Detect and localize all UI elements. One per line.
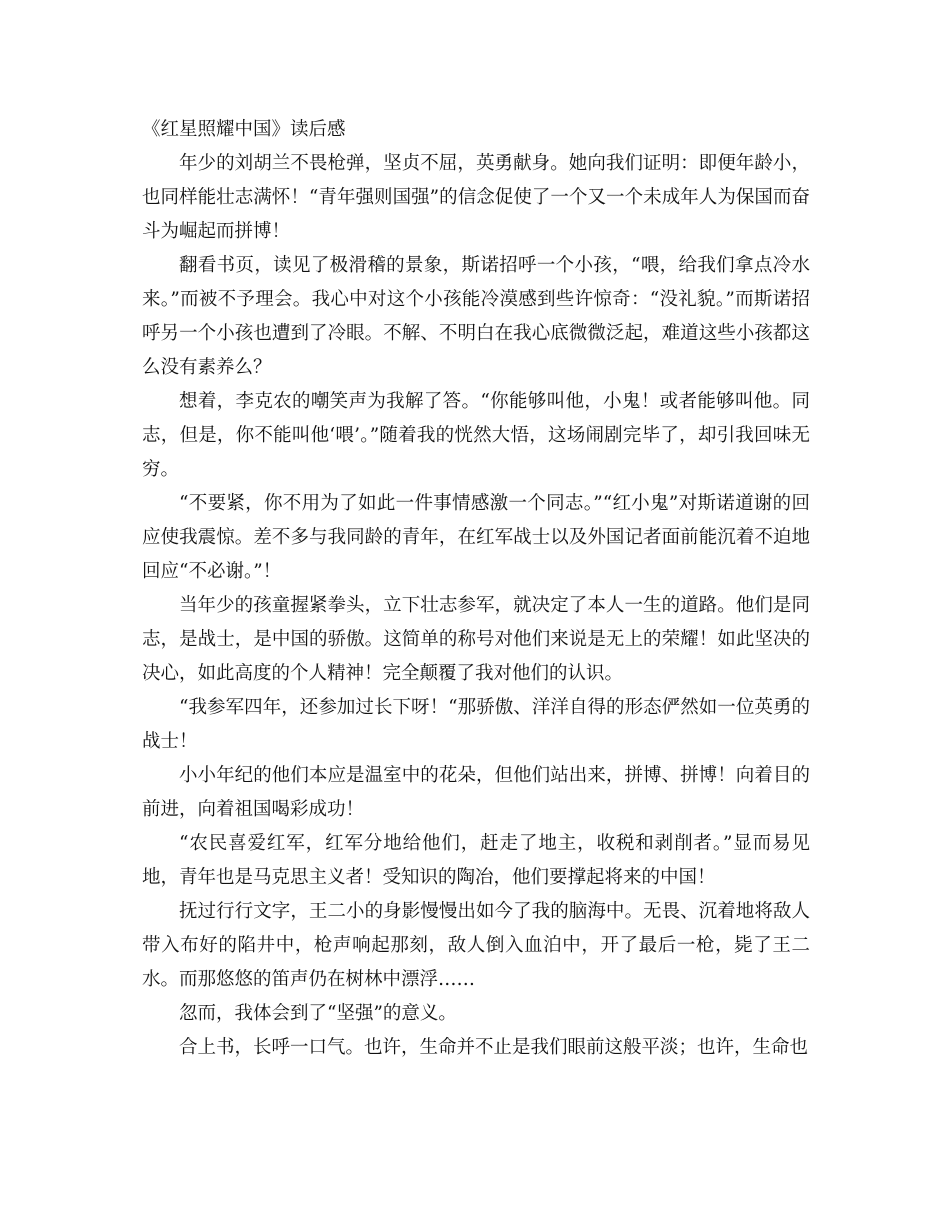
paragraph-5: 当年少的孩童握紧拳头，立下壮志参军，就决定了本人一生的道路。他们是同志，是战士，是中国的骄傲。这简单的称号对他们来说是无上的荣耀！如此坚决的决心，如此高度的个人精神！完全颠覆了我对他们的认识。 bbox=[142, 595, 810, 684]
paragraph-11: 合上书，长呼一口气。也许，生命并不止是我们眼前这般平淡；也许，生命也 bbox=[179, 1037, 809, 1058]
paragraph-6: “我参军四年，还参加过长下呀！“那骄傲、洋洋自得的形态俨然如一位英勇的战士！ bbox=[142, 697, 810, 752]
paragraph-7: 小小年纪的他们本应是温室中的花朵，但他们站出来，拼博、拼博！向着目的前进，向着祖国喝彩成功！ bbox=[142, 765, 810, 820]
document-title: 《红星照耀中国》读后感 bbox=[142, 119, 346, 140]
paragraph-2: 翻看书页，读见了极滑稽的景象，斯诺招呼一个小孩，“喂，给我们拿点冷水来。”而被不予理会。我心中对这个小孩能冷漠感到些许惊奇：“没礼貌。”而斯诺招呼另一个小孩也遭到了冷眼。不解、不明白在我心底微微泛起，难道这些小孩都这么没有素养么？ bbox=[142, 255, 810, 378]
paragraph-4: “不要紧，你不用为了如此一件事情感激一个同志。”“红小鬼”对斯诺道谢的回应使我震惊。差不多与我同龄的青年，在红军战士以及外国记者面前能沉着不迫地回应“不必谢。”！ bbox=[142, 493, 810, 582]
paragraph-8: “农民喜爱红军，红军分地给他们，赶走了地主，收税和剥削者。”显而易见地，青年也是马克思主义者！受知识的陶冶，他们要撑起将来的中国！ bbox=[142, 833, 810, 888]
document-body bbox=[142, 113, 810, 1065]
paragraph-3: 想着，李克农的嘲笑声为我解了答。“你能够叫他，小鬼！或者能够叫他。同志，但是，你不能叫他‘喂’。”随着我的恍然大悟，这场闹剧完毕了，却引我回味无穷。 bbox=[142, 391, 810, 480]
paragraph-1: 年少的刘胡兰不畏枪弹，坚贞不屈，英勇献身。她向我们证明：即便年龄小，也同样能壮志满怀！“青年强则国强”的信念促使了一个又一个未成年人为保国而奋斗为崛起而拼博！ bbox=[142, 153, 810, 242]
paragraph-9: 抚过行行文字，王二小的身影慢慢出如今了我的脑海中。无畏、沉着地将敌人带入布好的陷井中，枪声响起那刻，敌人倒入血泊中，开了最后一枪，毙了王二水。而那悠悠的笛声仍在树林中漂浮…… bbox=[142, 901, 810, 990]
paragraph-10: 忽而，我体会到了“坚强”的意义。 bbox=[179, 1003, 457, 1024]
